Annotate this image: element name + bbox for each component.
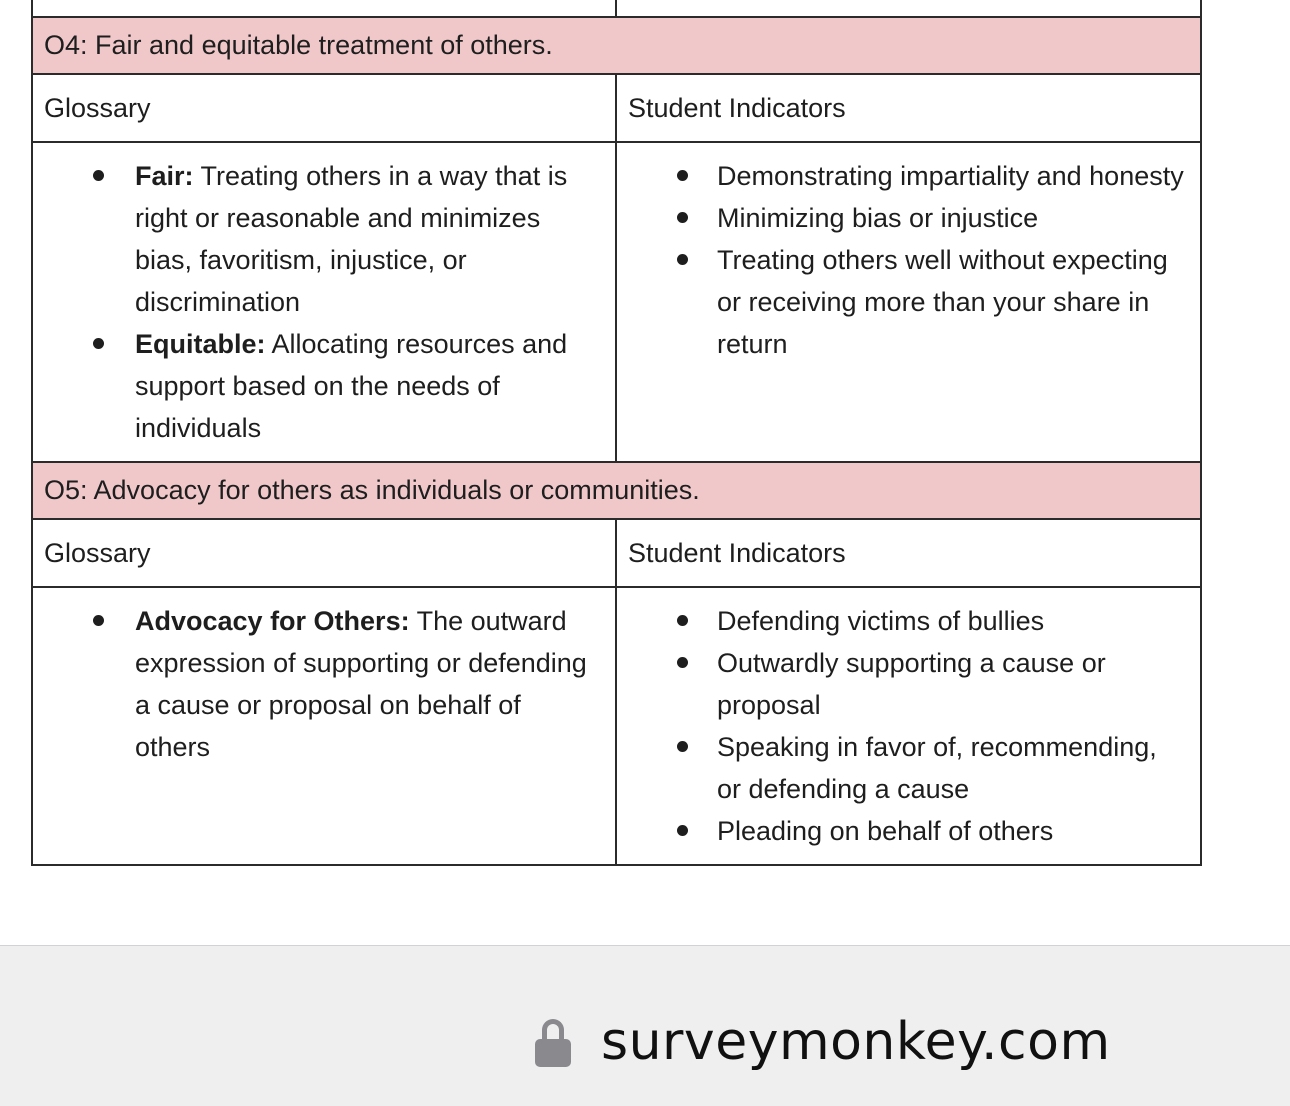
o4-indicators-cell bbox=[616, 142, 1201, 462]
previous-cell-right bbox=[616, 0, 1201, 17]
o4-glossary-header: Glossary bbox=[32, 74, 616, 142]
list-item bbox=[617, 239, 1200, 365]
list-item bbox=[617, 726, 1200, 810]
glossary-term: Equitable: bbox=[135, 329, 266, 359]
o5-indicators-cell bbox=[616, 587, 1201, 865]
bullet-icon bbox=[93, 615, 104, 626]
glossary-definition: Treating others in a way that is right or reasonable and minimizes bias, favoritism, injustice, or discrimination bbox=[135, 161, 568, 317]
list-item bbox=[33, 323, 615, 449]
indicator-text: Pleading on behalf of others bbox=[717, 816, 1054, 846]
glossary-definition: Allocating resources and support based on the needs of individuals bbox=[135, 329, 568, 443]
bullet-icon bbox=[677, 212, 688, 223]
list-item bbox=[617, 810, 1200, 852]
list-item bbox=[617, 600, 1200, 642]
lock-icon bbox=[535, 1017, 571, 1067]
o4-section-header bbox=[32, 17, 1201, 74]
o5-indicators-header: Student Indicators bbox=[616, 519, 1201, 587]
o5-column-headers bbox=[32, 519, 1201, 587]
indicator-text: Speaking in favor of, recommending, or defending a cause bbox=[717, 732, 1157, 804]
bullet-icon bbox=[677, 741, 688, 752]
url-display[interactable] bbox=[535, 1012, 1111, 1072]
glossary-term: Fair: bbox=[135, 161, 194, 191]
rubric-table bbox=[31, 0, 1202, 866]
o5-glossary-list bbox=[33, 588, 615, 768]
previous-row-stub bbox=[32, 0, 1201, 17]
indicator-text: Demonstrating impartiality and honesty bbox=[717, 161, 1184, 191]
glossary-term: Advocacy for Others: bbox=[135, 606, 410, 636]
indicator-text: Outwardly supporting a cause or proposal bbox=[717, 648, 1106, 720]
o4-indicators-header: Student Indicators bbox=[616, 74, 1201, 142]
o4-glossary-cell bbox=[32, 142, 616, 462]
glossary-definition: The outward expression of supporting or defending a cause or proposal on behalf of others bbox=[135, 606, 587, 762]
o5-section-header bbox=[32, 462, 1201, 519]
o5-glossary-cell bbox=[32, 587, 616, 865]
list-item bbox=[33, 155, 615, 323]
o4-indicators-list bbox=[617, 143, 1200, 365]
bullet-icon bbox=[677, 657, 688, 668]
o4-glossary-list bbox=[33, 143, 615, 449]
browser-address-bar[interactable] bbox=[0, 945, 1290, 1106]
bullet-icon bbox=[677, 615, 688, 626]
o5-indicators-list bbox=[617, 588, 1200, 852]
o4-column-headers bbox=[32, 74, 1201, 142]
bullet-icon bbox=[677, 825, 688, 836]
bullet-icon bbox=[677, 170, 688, 181]
url-text[interactable]: surveymonkey.com bbox=[601, 1012, 1111, 1072]
bullet-icon bbox=[93, 170, 104, 181]
o4-content-row bbox=[32, 142, 1201, 462]
o5-glossary-header: Glossary bbox=[32, 519, 616, 587]
o4-title: O4: Fair and equitable treatment of others. bbox=[32, 17, 1201, 74]
indicator-text: Minimizing bias or injustice bbox=[717, 203, 1039, 233]
list-item bbox=[33, 600, 615, 768]
previous-cell-left bbox=[32, 0, 616, 17]
o5-title: O5: Advocacy for others as individuals or communities. bbox=[32, 462, 1201, 519]
bullet-icon bbox=[93, 338, 104, 349]
indicator-text: Defending victims of bullies bbox=[717, 606, 1045, 636]
o5-content-row bbox=[32, 587, 1201, 865]
list-item bbox=[617, 642, 1200, 726]
list-item bbox=[617, 155, 1200, 197]
bullet-icon bbox=[677, 254, 688, 265]
list-item bbox=[617, 197, 1200, 239]
indicator-text: Treating others well without expecting or receiving more than your share in return bbox=[717, 245, 1168, 359]
